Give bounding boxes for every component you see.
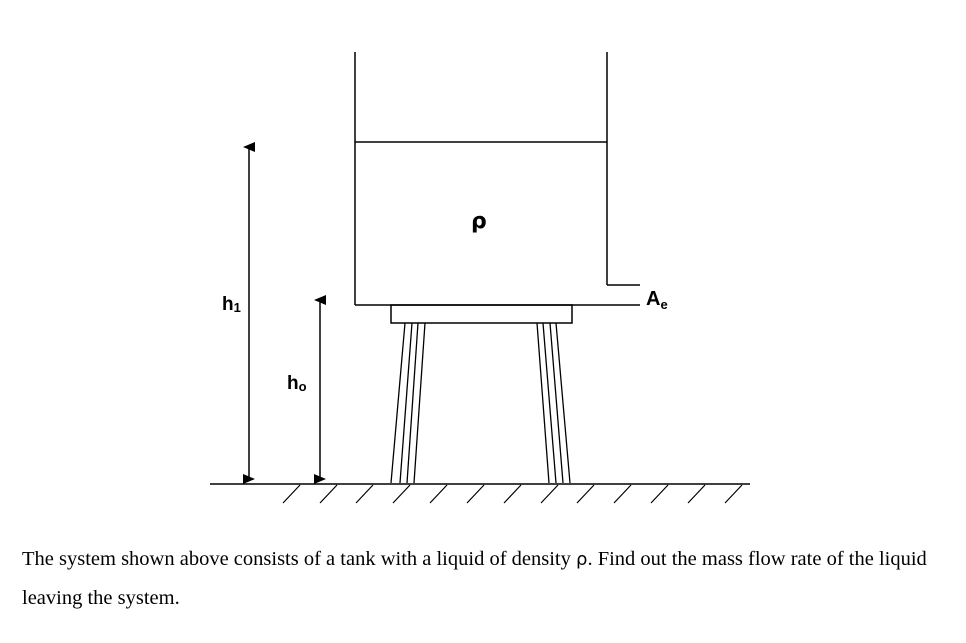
- exit-area-subscript: e: [660, 297, 668, 312]
- support-legs: [391, 323, 570, 483]
- h0-subscript: o: [298, 379, 307, 394]
- h1-base: h: [222, 294, 234, 315]
- ground: [210, 484, 750, 503]
- problem-text-before: The system shown above consists of a tank with a liquid of density: [22, 548, 571, 570]
- h1-label: [222, 294, 241, 315]
- tank: [355, 52, 640, 305]
- problem-text-after: . Find out the mass flow rate of the liquid leaving the system.: [22, 548, 927, 609]
- exit-area-base: A: [646, 288, 661, 310]
- exit-area-label: [646, 288, 668, 312]
- problem-statement: [22, 540, 952, 617]
- h1-subscript: 1: [233, 300, 241, 315]
- support-plate: [391, 305, 572, 323]
- density-label: ρ: [471, 209, 487, 234]
- left-leg: [391, 323, 425, 483]
- h0-base: h: [287, 373, 299, 394]
- h0-label: [287, 373, 307, 394]
- density-symbol: ρ: [576, 549, 588, 570]
- ground-hatching: [283, 485, 742, 503]
- right-leg: [537, 323, 570, 483]
